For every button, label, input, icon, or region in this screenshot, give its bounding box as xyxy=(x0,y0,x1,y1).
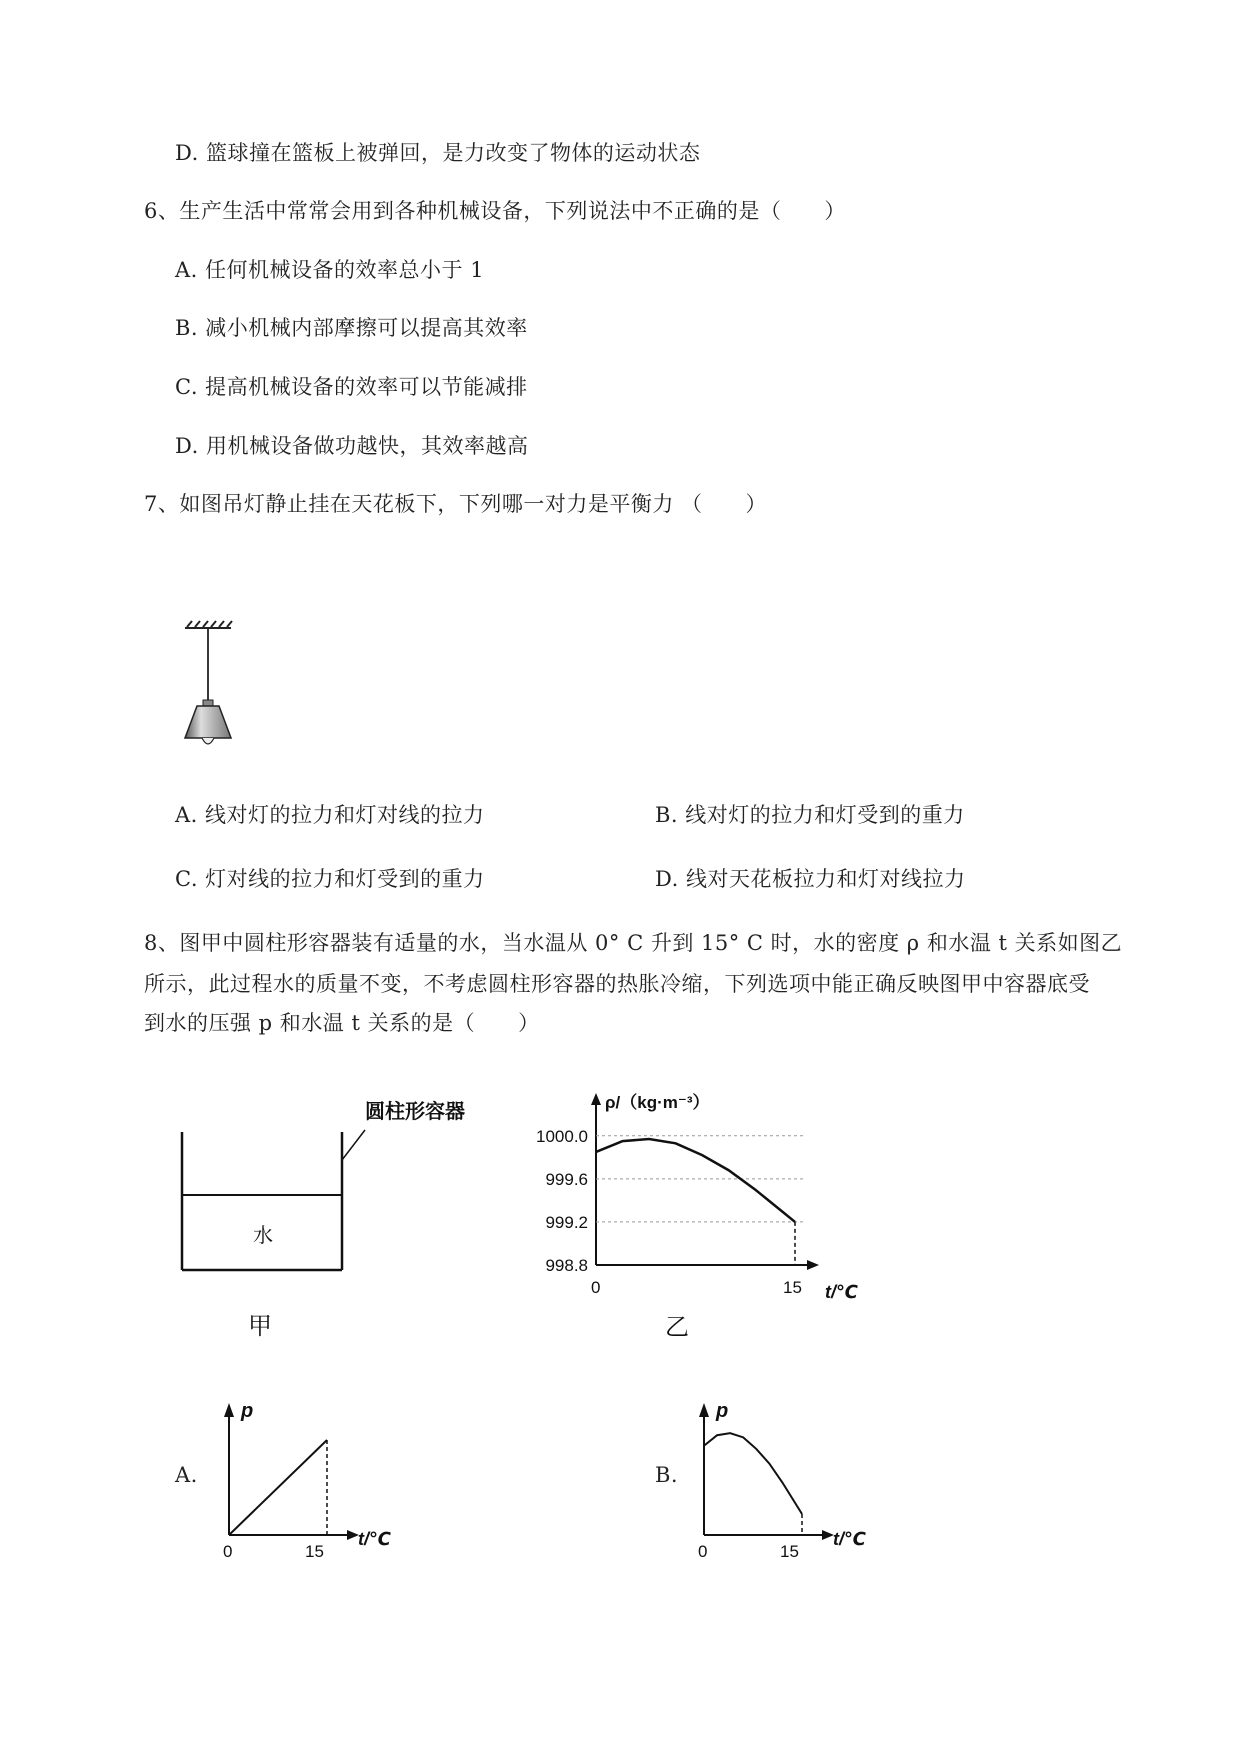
y-axis-label: p xyxy=(716,1400,729,1422)
x-axis-label: t/℃ xyxy=(358,1529,391,1549)
x-tick-label: 0 xyxy=(591,1278,601,1297)
hanging-lamp-figure xyxy=(175,620,245,750)
x-axis-label: t/℃ xyxy=(833,1529,866,1549)
container-label: 圆柱形容器 xyxy=(365,1101,465,1123)
q6-option-a: A. 任何机械设备的效率总小于 1 xyxy=(175,258,485,282)
q8-stem-line-2: 所示，此过程水的质量不变，不考虑圆柱形容器的热胀冷缩，下列选项中能正确反映图甲中容器底受 xyxy=(144,972,1090,996)
lamp-shade xyxy=(185,706,231,738)
x-tick-15: 15 xyxy=(780,1542,799,1561)
q8-option-a-label: A. xyxy=(175,1463,198,1487)
q6-option-b: B. 减小机械内部摩擦可以提高其效率 xyxy=(175,316,528,340)
q7-option-a: A. 线对灯的拉力和灯对线的拉力 xyxy=(175,803,485,827)
q5-option-d: D. 篮球撞在篮板上被弹回，是力改变了物体的运动状态 xyxy=(175,141,701,165)
pressure-line xyxy=(229,1440,327,1535)
q8-stem-line-3: 到水的压强 p 和水温 t 关系的是（ ） xyxy=(144,1011,540,1035)
x-tick-0: 0 xyxy=(223,1542,233,1561)
pressure-curve xyxy=(704,1433,802,1514)
x-tick-label: 15 xyxy=(783,1278,802,1297)
figure-jia-caption: 甲 xyxy=(248,1313,272,1340)
y-axis-label: ρ/（kg·m⁻³） xyxy=(605,1093,710,1112)
ceiling-hatch xyxy=(185,621,232,628)
x-axis-label: t/℃ xyxy=(825,1282,858,1302)
option-a-chart xyxy=(205,1395,405,1565)
density-curve xyxy=(596,1139,795,1222)
q7-option-b: B. 线对灯的拉力和灯受到的重力 xyxy=(655,803,965,827)
figure-jia-container xyxy=(160,1090,490,1350)
q8-option-b-label: B. xyxy=(655,1463,679,1487)
y-axis-label: p xyxy=(241,1400,254,1422)
q7-option-d: D. 线对天花板拉力和灯对线拉力 xyxy=(655,867,966,891)
q8-stem-line-1: 8、图甲中圆柱形容器装有适量的水，当水温从 0° C 升到 15° C 时，水的密度 ρ 和水温 t 关系如图乙 xyxy=(144,931,1123,955)
figure-yi-density-chart xyxy=(525,1085,895,1345)
y-tick-label: 999.2 xyxy=(545,1212,588,1232)
x-tick-0: 0 xyxy=(698,1542,708,1561)
y-tick-label: 998.8 xyxy=(545,1256,588,1275)
y-tick-label: 1000.0 xyxy=(536,1126,588,1146)
q7-option-c: C. 灯对线的拉力和灯受到的重力 xyxy=(175,867,485,891)
y-tick-label: 999.6 xyxy=(545,1169,588,1189)
q7-stem: 7、如图吊灯静止挂在天花板下，下列哪一对力是平衡力 （ ） xyxy=(144,492,768,516)
option-b-chart xyxy=(680,1395,880,1565)
x-tick-15: 15 xyxy=(305,1542,324,1561)
water-label: 水 xyxy=(253,1225,273,1247)
q6-option-c: C. 提高机械设备的效率可以节能减排 xyxy=(175,375,528,399)
q6-stem: 6、生产生活中常常会用到各种机械设备，下列说法中不正确的是（ ） xyxy=(144,199,846,223)
q6-option-d: D. 用机械设备做功越快，其效率越高 xyxy=(175,434,529,458)
lamp-bulb xyxy=(202,738,214,744)
figure-yi-caption: 乙 xyxy=(665,1314,689,1341)
leader-line xyxy=(342,1130,365,1160)
